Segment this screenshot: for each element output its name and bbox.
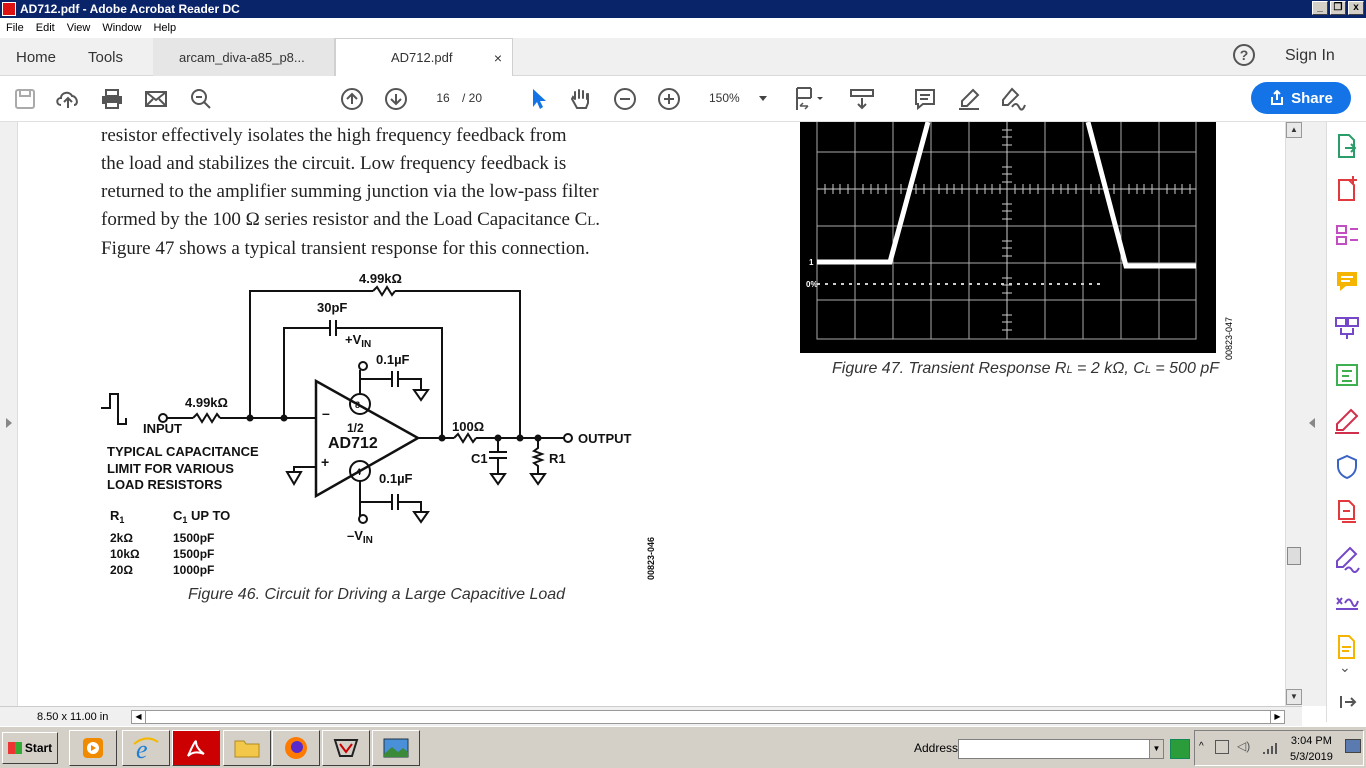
- tab-label: AD712.pdf: [391, 50, 453, 65]
- scroll-thumb[interactable]: [1287, 547, 1301, 565]
- system-tray: [1194, 730, 1364, 766]
- vin-pos-label: $+V_{IN}$: [345, 332, 372, 350]
- window-controls: [1312, 1, 1364, 15]
- left-panel-toggle[interactable]: [0, 122, 18, 706]
- caption-text: Figure 47. Transient Response R: [832, 360, 1067, 377]
- start-label: Start: [24, 741, 53, 755]
- scope-label-0: 0%: [806, 280, 818, 289]
- windows-flag-icon: [8, 742, 22, 754]
- clock[interactable]: [1290, 733, 1333, 765]
- acrobat-taskbar-icon[interactable]: [172, 730, 220, 766]
- expand-arrow-icon: [6, 418, 12, 428]
- subscript: L: [587, 213, 596, 228]
- menu-file[interactable]: File: [6, 22, 24, 34]
- page-number-input[interactable]: 16: [436, 91, 450, 105]
- comment-icon[interactable]: [912, 86, 938, 112]
- title-bar: [0, 0, 1366, 18]
- text-fragment: .: [595, 209, 601, 230]
- upload-cloud-icon[interactable]: [55, 86, 81, 112]
- window-title: AD712.pdf - Adobe Acrobat Reader DC: [20, 2, 240, 16]
- vertical-scrollbar[interactable]: [1285, 122, 1302, 706]
- svg-text:e: e: [136, 735, 148, 762]
- vin-neg-label: $-V_{IN}$: [347, 528, 373, 546]
- zoom-out-icon[interactable]: [612, 86, 638, 112]
- text-line: returned to the amplifier summing junction via the low-pass filter: [101, 181, 599, 202]
- share-label: Share: [1291, 89, 1333, 107]
- table-cell: 1000pF: [173, 563, 215, 577]
- network-icon[interactable]: [1215, 740, 1229, 754]
- typical-line-2: LIMIT FOR VARIOUS: [107, 461, 234, 476]
- scroll-down-button[interactable]: ▼: [1286, 689, 1302, 705]
- typical-line-1: TYPICAL CAPACITANCE: [107, 444, 259, 459]
- start-button[interactable]: [2, 732, 58, 764]
- address-label: Address: [914, 741, 959, 755]
- status-bar: [0, 706, 1302, 726]
- scope-label-1: 1: [809, 258, 814, 267]
- r-series-label: 100Ω: [452, 419, 485, 434]
- fill-form-icon[interactable]: [1333, 590, 1361, 618]
- text-fragment: formed by the 100 Ω series resistor and the Load Capacitance C: [101, 209, 588, 230]
- fill-sign-icon[interactable]: [1333, 407, 1361, 435]
- figure-code: 00823-047: [1224, 316, 1234, 360]
- r-input-label: 4.99kΩ: [185, 395, 228, 410]
- protect-icon[interactable]: [1333, 453, 1361, 481]
- figure-46-circuit: [18, 122, 718, 622]
- tab-home[interactable]: Home: [16, 48, 57, 66]
- table-cell: 1500pF: [173, 547, 215, 561]
- figure-47-caption: [832, 360, 1219, 378]
- create-pdf-icon[interactable]: [1333, 175, 1361, 203]
- print-icon[interactable]: [99, 86, 125, 112]
- cap-bottom-label: 0.1µF: [379, 471, 413, 486]
- organize-pages-icon[interactable]: [1333, 221, 1361, 249]
- scroll-up-button[interactable]: ▲: [1286, 122, 1302, 138]
- figure-code: 00823-046: [646, 536, 656, 580]
- ltspice-icon[interactable]: [322, 730, 370, 766]
- highlight-icon[interactable]: [956, 86, 982, 112]
- minus-label: –: [322, 405, 330, 421]
- volume-icon[interactable]: ◁): [1237, 739, 1251, 753]
- save-icon[interactable]: [12, 86, 38, 112]
- address-dropdown-icon[interactable]: ▼: [1149, 740, 1163, 758]
- send-review-icon[interactable]: [1333, 633, 1361, 661]
- clock-time: 3:04 PM: [1290, 735, 1332, 747]
- document-view[interactable]: [18, 122, 1285, 706]
- r-feedback-label: 4.99kΩ: [359, 271, 402, 286]
- email-icon[interactable]: [143, 86, 169, 112]
- cap-top-label: 0.1µF: [376, 352, 410, 367]
- plus-label: +: [321, 454, 330, 470]
- page-total: / 20: [462, 91, 483, 105]
- pdf-review-icon[interactable]: [1333, 498, 1361, 526]
- sign-in-link[interactable]: Sign In: [1285, 47, 1335, 64]
- image-viewer-icon[interactable]: [372, 730, 420, 766]
- tray-expand-icon[interactable]: ^: [1199, 741, 1204, 752]
- media-player-icon[interactable]: [69, 730, 117, 766]
- address-input[interactable]: [958, 739, 1164, 759]
- close-button[interactable]: x: [1348, 1, 1364, 15]
- signal-bars-icon[interactable]: [1263, 741, 1281, 755]
- menu-bar: [0, 18, 1366, 38]
- table-cell: 2kΩ: [110, 531, 133, 545]
- part-label: AD712: [328, 435, 378, 452]
- select-cursor-icon[interactable]: [525, 86, 551, 112]
- right-panel-collapse[interactable]: [1302, 122, 1326, 706]
- acrobat-icon: [2, 2, 16, 16]
- figure-47-scope: [800, 122, 1216, 353]
- close-tab-icon[interactable]: ×: [493, 49, 502, 66]
- help-icon[interactable]: ?: [1233, 44, 1255, 66]
- minimize-button[interactable]: _: [1312, 1, 1328, 15]
- scroll-right-button[interactable]: ▶: [1270, 711, 1284, 723]
- share-button[interactable]: [1251, 82, 1351, 114]
- table-cell: 10kΩ: [110, 547, 140, 561]
- page-size-label: 8.50 x 11.00 in: [37, 711, 109, 723]
- export-pdf-icon[interactable]: [1333, 132, 1361, 160]
- internet-explorer-icon[interactable]: [122, 730, 170, 766]
- edit-pdf-icon[interactable]: [1333, 361, 1361, 389]
- caption-text: = 2 kΩ, C: [1072, 360, 1145, 377]
- zoom-in-icon[interactable]: [656, 86, 682, 112]
- typical-line-3: LOAD RESISTORS: [107, 477, 223, 492]
- menu-window[interactable]: Window: [102, 22, 142, 34]
- maximize-button[interactable]: ❐: [1330, 1, 1346, 15]
- output-label: OUTPUT: [578, 431, 632, 446]
- half-label: 1/2: [347, 421, 364, 435]
- horizontal-scrollbar[interactable]: [131, 710, 1285, 724]
- c1-label: C1: [471, 451, 488, 466]
- r1-label: R1: [549, 451, 566, 466]
- search-icon[interactable]: [188, 86, 214, 112]
- menu-help[interactable]: Help: [153, 22, 177, 34]
- combine-files-icon[interactable]: [1333, 314, 1361, 342]
- show-desktop-icon[interactable]: [1345, 739, 1361, 753]
- menu-edit[interactable]: Edit: [35, 22, 55, 34]
- toolbar: [0, 76, 1366, 122]
- more-tools-chevron-icon[interactable]: ⌄: [1339, 659, 1351, 675]
- scope-trace: [800, 122, 1216, 353]
- previous-page-icon[interactable]: [339, 86, 365, 112]
- text-line: resistor effectively isolates the high frequency feedback from: [101, 125, 567, 146]
- tab-ad712[interactable]: [335, 38, 513, 76]
- sign-pen-icon[interactable]: [1000, 86, 1026, 112]
- menu-view[interactable]: View: [66, 22, 91, 34]
- c-feedback-label: 30pF: [317, 300, 348, 315]
- page-fit-icon[interactable]: [793, 86, 827, 112]
- tab-tools[interactable]: Tools: [88, 48, 124, 66]
- subscript: L: [1144, 364, 1151, 376]
- taskbar: [0, 726, 1366, 768]
- hand-tool-icon[interactable]: [568, 86, 594, 112]
- table-header-r: $R_1$: [110, 508, 125, 525]
- firefox-icon[interactable]: [272, 730, 320, 766]
- tab-bar: [0, 38, 1366, 76]
- collapse-pane-icon[interactable]: [1333, 688, 1361, 716]
- tab-arcam-doc[interactable]: [153, 38, 335, 76]
- share-icon: [1269, 90, 1285, 106]
- text-line: Figure 47 shows a typical transient response for this connection.: [101, 238, 590, 259]
- pin-8-label: 8: [355, 400, 361, 410]
- tools-pane: [1326, 122, 1366, 722]
- table-header-c: $C_1$ UP TO: [173, 508, 231, 525]
- text-line: the load and stabilizes the circuit. Low frequency feedback is: [101, 153, 567, 174]
- pin-4-label: 4: [356, 467, 362, 477]
- file-explorer-icon[interactable]: [223, 730, 271, 766]
- subscript: L: [1066, 364, 1073, 376]
- next-page-icon[interactable]: [383, 86, 409, 112]
- scroll-left-button[interactable]: ◀: [132, 711, 146, 723]
- clock-date: 5/3/2019: [1290, 751, 1333, 763]
- figure-47-code: [1218, 302, 1238, 362]
- comment-tool-icon[interactable]: [1333, 268, 1361, 296]
- figure-46-caption: Figure 46. Circuit for Driving a Large Capacitive Load: [188, 586, 566, 603]
- table-cell: 1500pF: [173, 531, 215, 545]
- go-arrow-icon[interactable]: [1170, 739, 1190, 759]
- signature-icon[interactable]: [1333, 545, 1361, 573]
- scroll-mode-icon[interactable]: [847, 86, 877, 112]
- caption-text: = 500 pF: [1150, 360, 1219, 377]
- input-label: INPUT: [143, 421, 182, 436]
- zoom-select[interactable]: 150%: [703, 87, 773, 109]
- tab-label: arcam_diva-a85_p8...: [179, 49, 305, 65]
- collapse-arrow-icon: [1309, 418, 1315, 428]
- table-cell: 20Ω: [110, 563, 133, 577]
